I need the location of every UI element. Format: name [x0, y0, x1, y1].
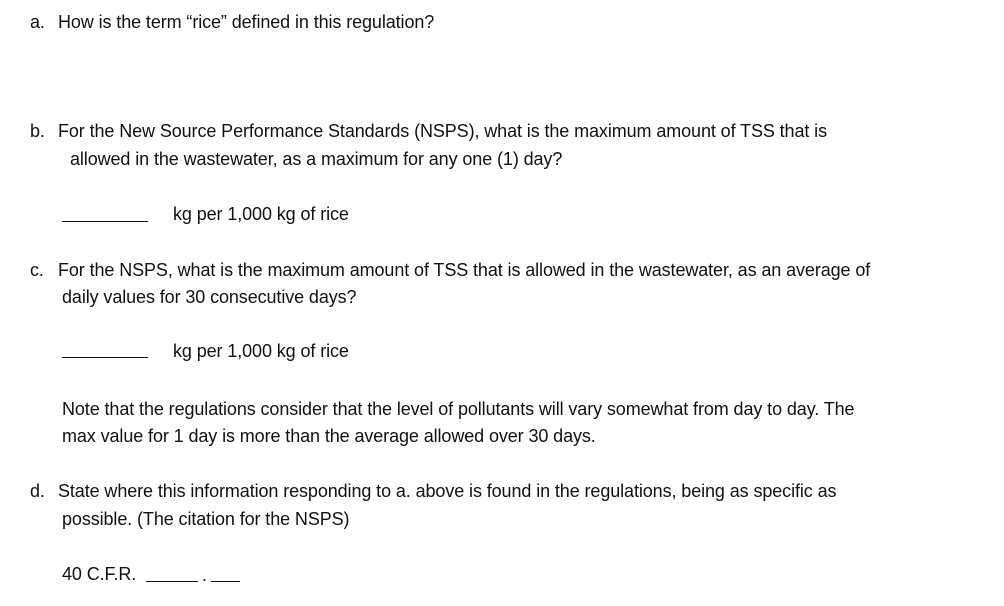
question-b-marker: b. [30, 121, 45, 141]
question-c-text-1: For the NSPS, what is the maximum amount of TSS that is allowed in the wastewater, as an average of [58, 260, 871, 280]
question-a [30, 11, 434, 33]
question-a-text: How is the term “rice” defined in this regulation? [58, 12, 435, 32]
question-d-text-1: State where this information responding to a. above is found in the regulations, being as specific as [58, 481, 837, 501]
question-b-text-2: allowed in the wastewater, as a maximum for any one (1) day? [70, 149, 563, 169]
note-text-2: max value for 1 day is more than the average allowed over 30 days. [62, 426, 596, 446]
citation-section-blank[interactable] [211, 581, 240, 582]
citation-separator: . [202, 565, 208, 585]
question-c-text-2: daily values for 30 consecutive days? [62, 287, 357, 307]
answer-b-unit: kg per 1,000 kg of rice [173, 204, 349, 224]
question-d-text-2: possible. (The citation for the NSPS) [62, 509, 350, 529]
question-d-line-1 [30, 480, 836, 502]
question-b-line-1 [30, 120, 827, 142]
answer-c-unit: kg per 1,000 kg of rice [173, 341, 349, 361]
answer-c-blank[interactable] [62, 357, 148, 358]
citation-part-blank[interactable] [146, 581, 198, 582]
question-b-text-1: For the New Source Performance Standards (NSPS), what is the maximum amount of TSS that is [58, 121, 827, 141]
citation-prefix: 40 C.F.R. [62, 564, 137, 584]
question-c-line-1 [30, 259, 870, 281]
question-a-marker: a. [30, 12, 45, 32]
answer-b-blank[interactable] [62, 221, 148, 222]
question-c-marker: c. [30, 260, 44, 280]
question-d-marker: d. [30, 481, 45, 501]
note-text-1: Note that the regulations consider that the level of pollutants will vary somewhat from day to day. The [62, 399, 855, 419]
